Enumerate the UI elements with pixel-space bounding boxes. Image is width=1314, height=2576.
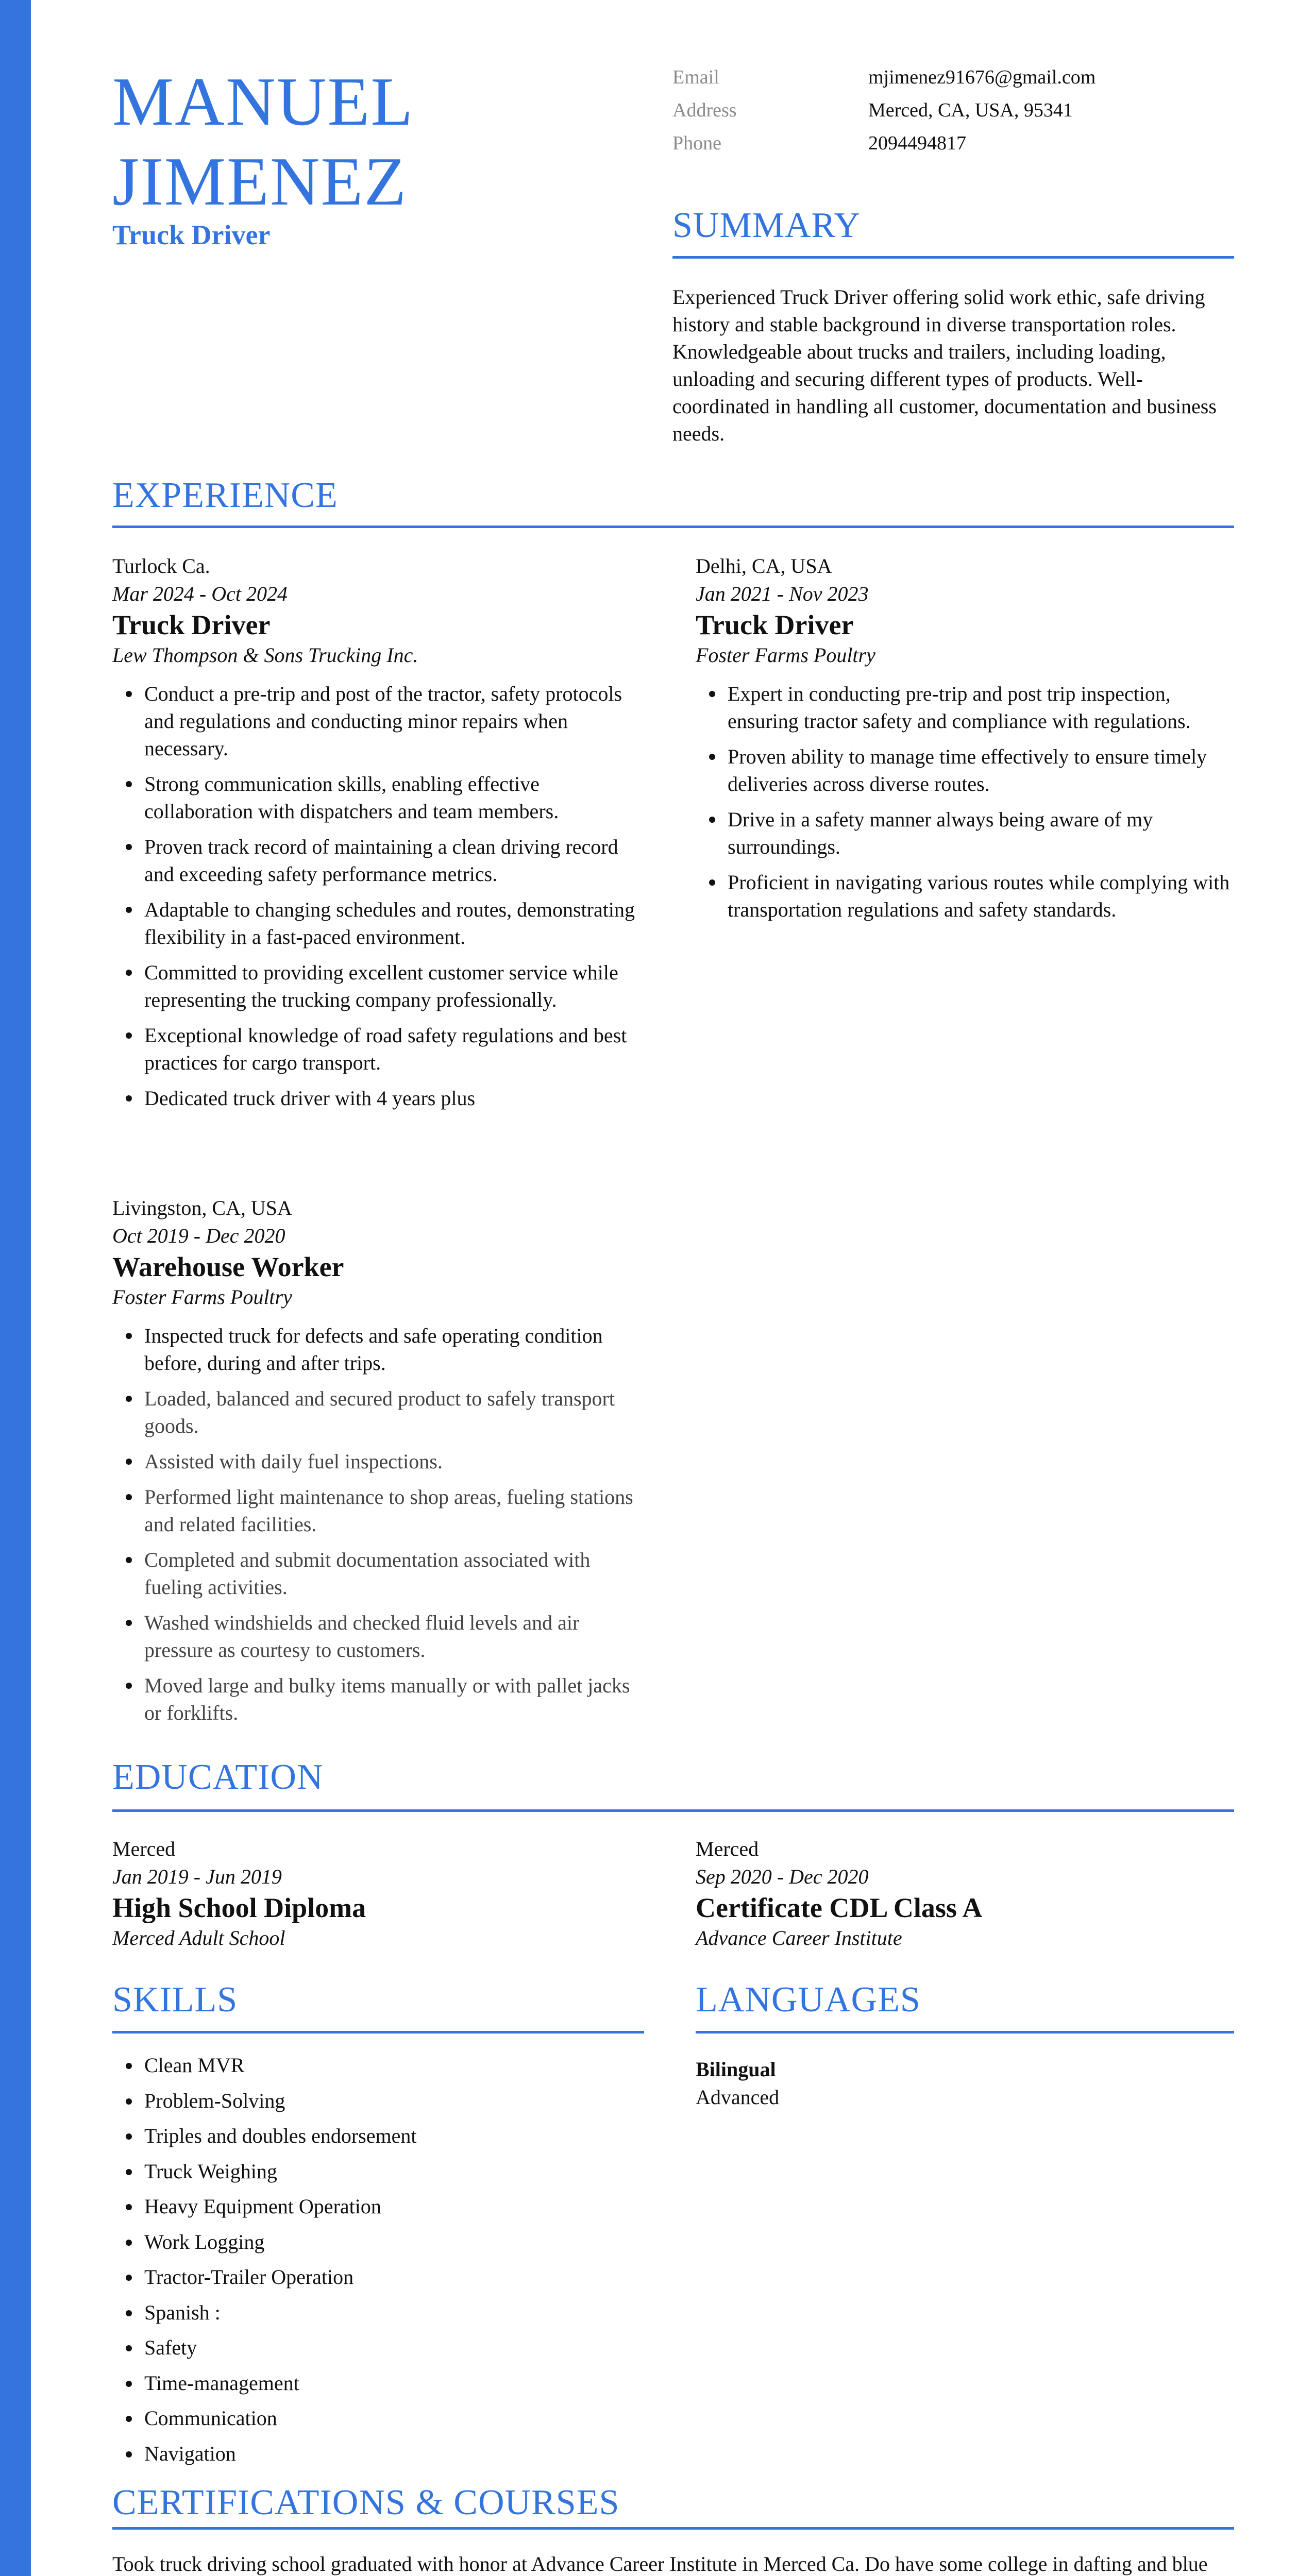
skill-item: Clean MVR xyxy=(112,2048,648,2083)
candidate-name xyxy=(112,62,414,222)
languages-heading: LANGUAGES xyxy=(696,1980,921,2020)
job-bullet: Proven track record of maintaining a clean driving record and exceeding safety performance metrics. xyxy=(112,833,648,888)
experience-item xyxy=(112,1194,648,1735)
job-bullet: Inspected truck for defects and safe operating condition before, during and after trips. xyxy=(112,1322,648,1377)
job-role: Truck Driver xyxy=(696,609,854,640)
job-bullet: Committed to providing excellent customer service while representing the trucking company professionally. xyxy=(112,959,648,1013)
education-location: Merced xyxy=(112,1837,176,1860)
job-bullet: Moved large and bulky items manually or with pallet jacks or forklifts. xyxy=(112,1672,648,1726)
address-label: Address xyxy=(672,99,737,121)
education-degree: High School Diploma xyxy=(112,1892,366,1923)
skill-item: Triples and doubles endorsement xyxy=(112,2119,648,2154)
skills-divider xyxy=(112,2031,644,2033)
education-divider xyxy=(112,1809,1234,1812)
education-item xyxy=(696,1835,1232,1952)
job-bullet: Expert in conducting pre-trip and post trip inspection, ensuring tractor safety and compliance with regulations. xyxy=(696,680,1232,735)
job-bullets xyxy=(112,680,648,1112)
last-name: JIMENEZ xyxy=(112,143,408,219)
skill-item: Truck Weighing xyxy=(112,2154,648,2190)
language-name: Bilingual xyxy=(696,2058,776,2081)
experience-heading: EXPERIENCE xyxy=(112,476,338,515)
job-bullet: Exceptional knowledge of road safety regulations and best practices for cargo transport. xyxy=(112,1022,648,1076)
education-item xyxy=(112,1835,648,1952)
skill-item: Tractor-Trailer Operation xyxy=(112,2260,648,2295)
job-company: Lew Thompson & Sons Trucking Inc. xyxy=(112,643,418,667)
experience-item xyxy=(696,552,1232,931)
education-location: Merced xyxy=(696,1837,759,1860)
contact-email-row xyxy=(672,61,1234,94)
job-bullet: Loaded, balanced and secured product to safely transport goods. xyxy=(112,1385,648,1439)
job-bullet: Adaptable to changing schedules and routes, demonstrating flexibility in a fast-paced environment. xyxy=(112,896,648,951)
certifications-divider xyxy=(112,2527,1234,2530)
job-bullet: Conduct a pre-trip and post of the tractor, safety protocols and regulations and conducting minor repairs when necessary. xyxy=(112,680,648,762)
skill-item: Safety xyxy=(112,2330,648,2366)
skills-heading: SKILLS xyxy=(112,1980,238,2020)
job-bullet: Strong communication skills, enabling effective collaboration with dispatchers and team members. xyxy=(112,770,648,825)
job-bullet: Proven ability to manage time effectively to ensure timely deliveries across diverse routes. xyxy=(696,743,1232,798)
address-value: Merced, CA, USA, 95341 xyxy=(868,99,1073,121)
job-role: Warehouse Worker xyxy=(112,1251,344,1282)
job-bullet: Dedicated truck driver with 4 years plus xyxy=(112,1084,648,1112)
skill-item: Heavy Equipment Operation xyxy=(112,2189,648,2225)
skill-item: Problem-Solving xyxy=(112,2083,648,2119)
first-name: MANUEL xyxy=(112,63,414,140)
certifications-heading: CERTIFICATIONS & COURSES xyxy=(112,2483,620,2522)
job-bullet: Drive in a safety manner always being aware of my surroundings. xyxy=(696,806,1232,860)
experience-item xyxy=(112,552,648,1120)
education-dates: Jan 2019 - Jun 2019 xyxy=(112,1865,282,1888)
job-bullet: Completed and submit documentation associated with fueling activities. xyxy=(112,1546,648,1601)
language-item xyxy=(696,2056,779,2111)
summary-divider xyxy=(672,256,1234,259)
job-role: Truck Driver xyxy=(112,609,271,640)
job-bullets xyxy=(112,1322,648,1726)
job-company: Foster Farms Poultry xyxy=(112,1285,292,1309)
skills-list xyxy=(112,2048,648,2471)
job-dates: Jan 2021 - Nov 2023 xyxy=(696,582,869,605)
job-bullet: Assisted with daily fuel inspections. xyxy=(112,1448,648,1475)
job-company: Foster Farms Poultry xyxy=(696,643,875,667)
skill-item: Time-management xyxy=(112,2366,648,2401)
phone-value: 2094494817 xyxy=(868,132,966,154)
contact-phone-row xyxy=(672,127,1234,160)
job-bullet: Performed light maintenance to shop areas, fueling stations and related facilities. xyxy=(112,1483,648,1538)
education-dates: Sep 2020 - Dec 2020 xyxy=(696,1865,869,1888)
skill-item: Spanish : xyxy=(112,2295,648,2331)
job-bullet: Washed windshields and checked fluid levels and air pressure as courtesy to customers. xyxy=(112,1609,648,1664)
job-dates: Oct 2019 - Dec 2020 xyxy=(112,1224,285,1247)
certifications-text: Took truck driving school graduated with honor at Advance Career Institute in Merced Ca. Do have some college in dafting and blue xyxy=(112,2552,1208,2575)
email-value: mjimenez91676@gmail.com xyxy=(868,66,1096,88)
skill-item: Work Logging xyxy=(112,2225,648,2260)
languages-divider xyxy=(696,2031,1234,2033)
job-location: Delhi, CA, USA xyxy=(696,554,832,578)
education-degree: Certificate CDL Class A xyxy=(696,1892,983,1923)
phone-label: Phone xyxy=(672,132,721,154)
contact-block xyxy=(672,61,1234,160)
education-school: Advance Career Institute xyxy=(696,1926,902,1950)
job-bullets xyxy=(696,680,1232,923)
education-heading: EDUCATION xyxy=(112,1757,324,1797)
summary-text: Experienced Truck Driver offering solid work ethic, safe driving history and stable background in diverse transportation roles. Knowledgeable about trucks and trailers, including loading, unloading and securing different types of products. Well-coordinated in handling all customer, documentation and business needs. xyxy=(672,285,1217,445)
contact-address-row xyxy=(672,94,1234,127)
job-bullet: Proficient in navigating various routes while complying with transportation regulations and safety standards. xyxy=(696,869,1232,923)
candidate-title: Truck Driver xyxy=(112,219,271,250)
job-location: Livingston, CA, USA xyxy=(112,1196,292,1219)
language-level: Advanced xyxy=(696,2086,780,2109)
sidebar-accent-bar xyxy=(0,0,31,2576)
summary-heading: SUMMARY xyxy=(672,206,861,245)
skill-item: Navigation xyxy=(112,2436,648,2472)
experience-divider xyxy=(112,526,1234,528)
skill-item: Communication xyxy=(112,2401,648,2436)
education-school: Merced Adult School xyxy=(112,1926,285,1950)
job-dates: Mar 2024 - Oct 2024 xyxy=(112,582,288,605)
job-location: Turlock Ca. xyxy=(112,554,210,578)
email-label: Email xyxy=(672,66,719,88)
